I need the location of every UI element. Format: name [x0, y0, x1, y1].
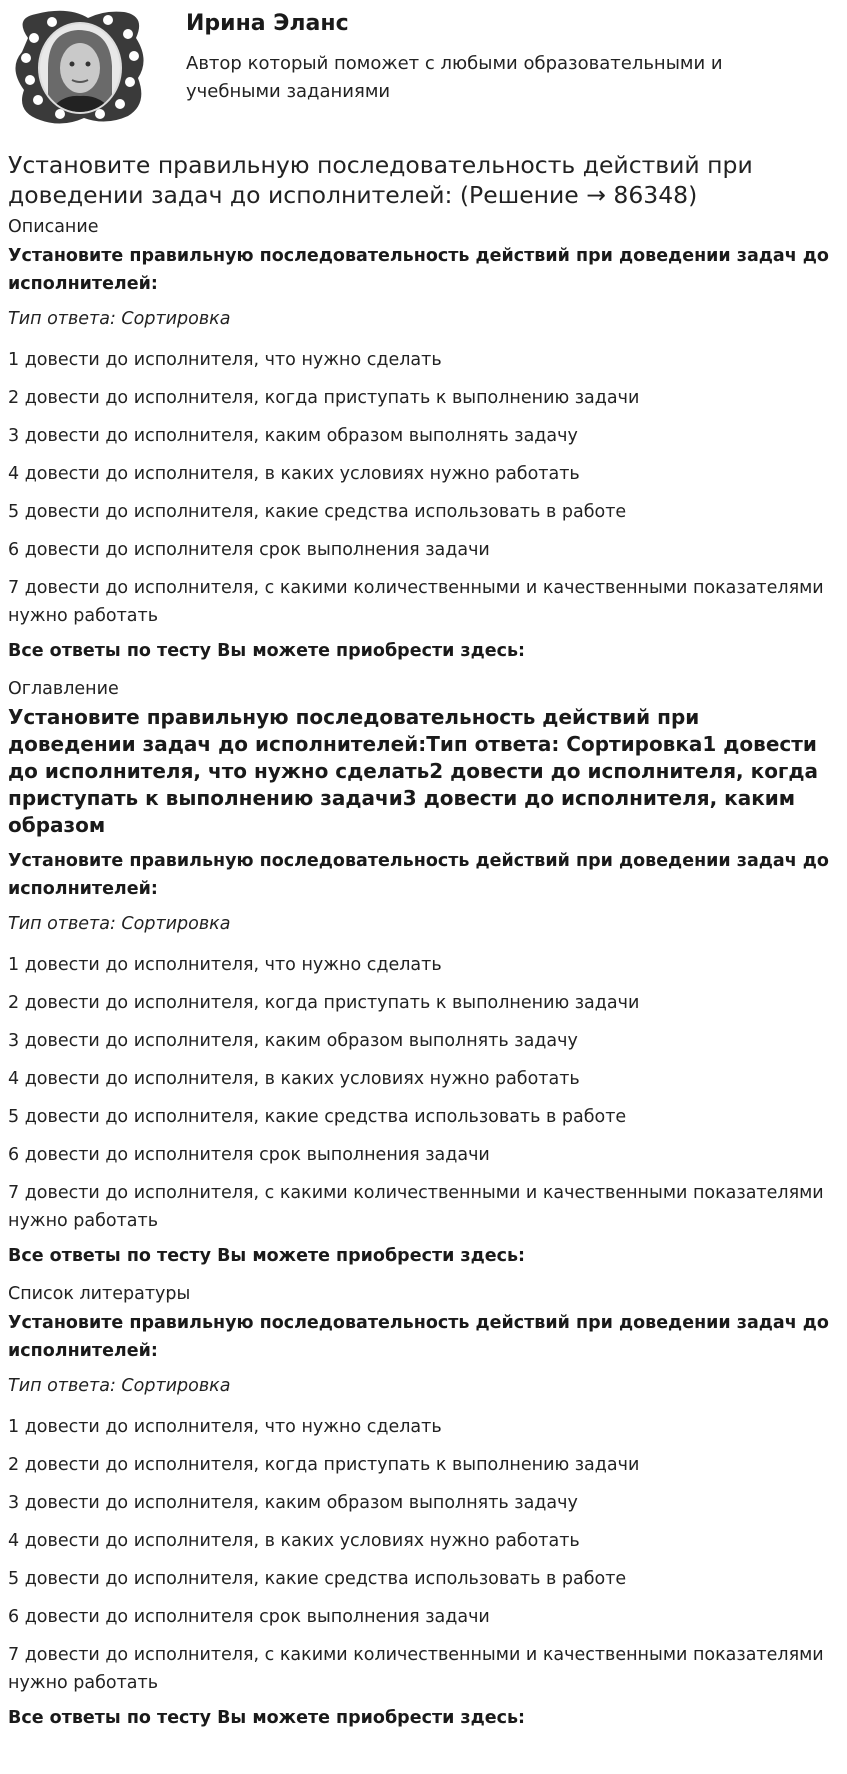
answer-option: 7 довести до исполнителя, с какими количественными и качественными показателями нужно работать	[8, 578, 824, 626]
answer-option: 2 довести до исполнителя, когда приступать к выполнению задачи	[8, 1455, 640, 1475]
toc-section	[0, 678, 847, 1267]
answer-option: 4 довести до исполнителя, в каких условиях нужно работать	[8, 1069, 580, 1089]
author-name: Ирина Эланс	[186, 11, 349, 36]
answer-option: 3 довести до исполнителя, каким образом выполнять задачу	[8, 1493, 578, 1513]
buy-answers-text: Все ответы по тесту Вы можете приобрести здесь:	[8, 1708, 526, 1728]
section-label-bibliography: Список литературы	[8, 1284, 191, 1304]
answer-option: 5 довести до исполнителя, какие средства использовать в работе	[8, 1107, 627, 1127]
answer-option: 6 довести до исполнителя срок выполнения задачи	[8, 540, 490, 560]
answer-option: 3 довести до исполнителя, каким образом выполнять задачу	[8, 1031, 578, 1051]
description-section	[0, 216, 847, 662]
author-description: Автор который поможет с любыми образовательными и учебными заданиями	[186, 53, 723, 102]
question-title: Установите правильную последовательность действий при доведении задач до исполнителей:	[8, 246, 829, 294]
answer-option: 2 довести до исполнителя, когда приступать к выполнению задачи	[8, 388, 640, 408]
answer-option: 6 довести до исполнителя срок выполнения задачи	[8, 1145, 490, 1165]
author-avatar	[8, 8, 150, 126]
buy-answers-text: Все ответы по тесту Вы можете приобрести здесь:	[8, 641, 526, 661]
bibliography-section	[0, 1283, 847, 1729]
answer-option: 7 довести до исполнителя, с какими количественными и качественными показателями нужно работать	[8, 1645, 824, 1693]
answer-type: Тип ответа: Сортировка	[8, 309, 231, 329]
answer-option: 1 довести до исполнителя, что нужно сделать	[8, 955, 442, 975]
answer-option: 4 довести до исполнителя, в каких условиях нужно работать	[8, 464, 580, 484]
answer-option: 6 довести до исполнителя срок выполнения задачи	[8, 1607, 490, 1627]
toc-heading: Установите правильную последовательность действий при доведении задач до исполнителей:Тип ответа: Сортировка1 довести до исполнителя, что нужно сделать2 довести до исполнителя, когда приступать к выполнению задачи3 довести до исполнителя, каким образом	[8, 705, 819, 837]
answer-type: Тип ответа: Сортировка	[8, 914, 231, 934]
author-header	[0, 0, 847, 140]
answer-option: 5 довести до исполнителя, какие средства использовать в работе	[8, 502, 627, 522]
answer-option: 1 довести до исполнителя, что нужно сделать	[8, 1417, 442, 1437]
answer-option: 7 довести до исполнителя, с какими количественными и качественными показателями нужно работать	[8, 1183, 824, 1231]
question-title: Установите правильную последовательность действий при доведении задач до исполнителей:	[8, 851, 829, 899]
question-title: Установите правильную последовательность действий при доведении задач до исполнителей:	[8, 1313, 829, 1361]
section-label-description: Описание	[8, 217, 99, 237]
answer-option: 1 довести до исполнителя, что нужно сделать	[8, 350, 442, 370]
section-label-toc: Оглавление	[8, 679, 119, 699]
answer-option: 5 довести до исполнителя, какие средства использовать в работе	[8, 1569, 627, 1589]
page-title: Установите правильную последовательность действий при доведении задач до исполнителей: (Решение → 86348)	[8, 151, 753, 209]
answer-option: 3 довести до исполнителя, каким образом выполнять задачу	[8, 426, 578, 446]
answer-option: 4 довести до исполнителя, в каких условиях нужно работать	[8, 1531, 580, 1551]
answer-option: 2 довести до исполнителя, когда приступать к выполнению задачи	[8, 993, 640, 1013]
buy-answers-text: Все ответы по тесту Вы можете приобрести здесь:	[8, 1246, 526, 1266]
answer-type: Тип ответа: Сортировка	[8, 1376, 231, 1396]
